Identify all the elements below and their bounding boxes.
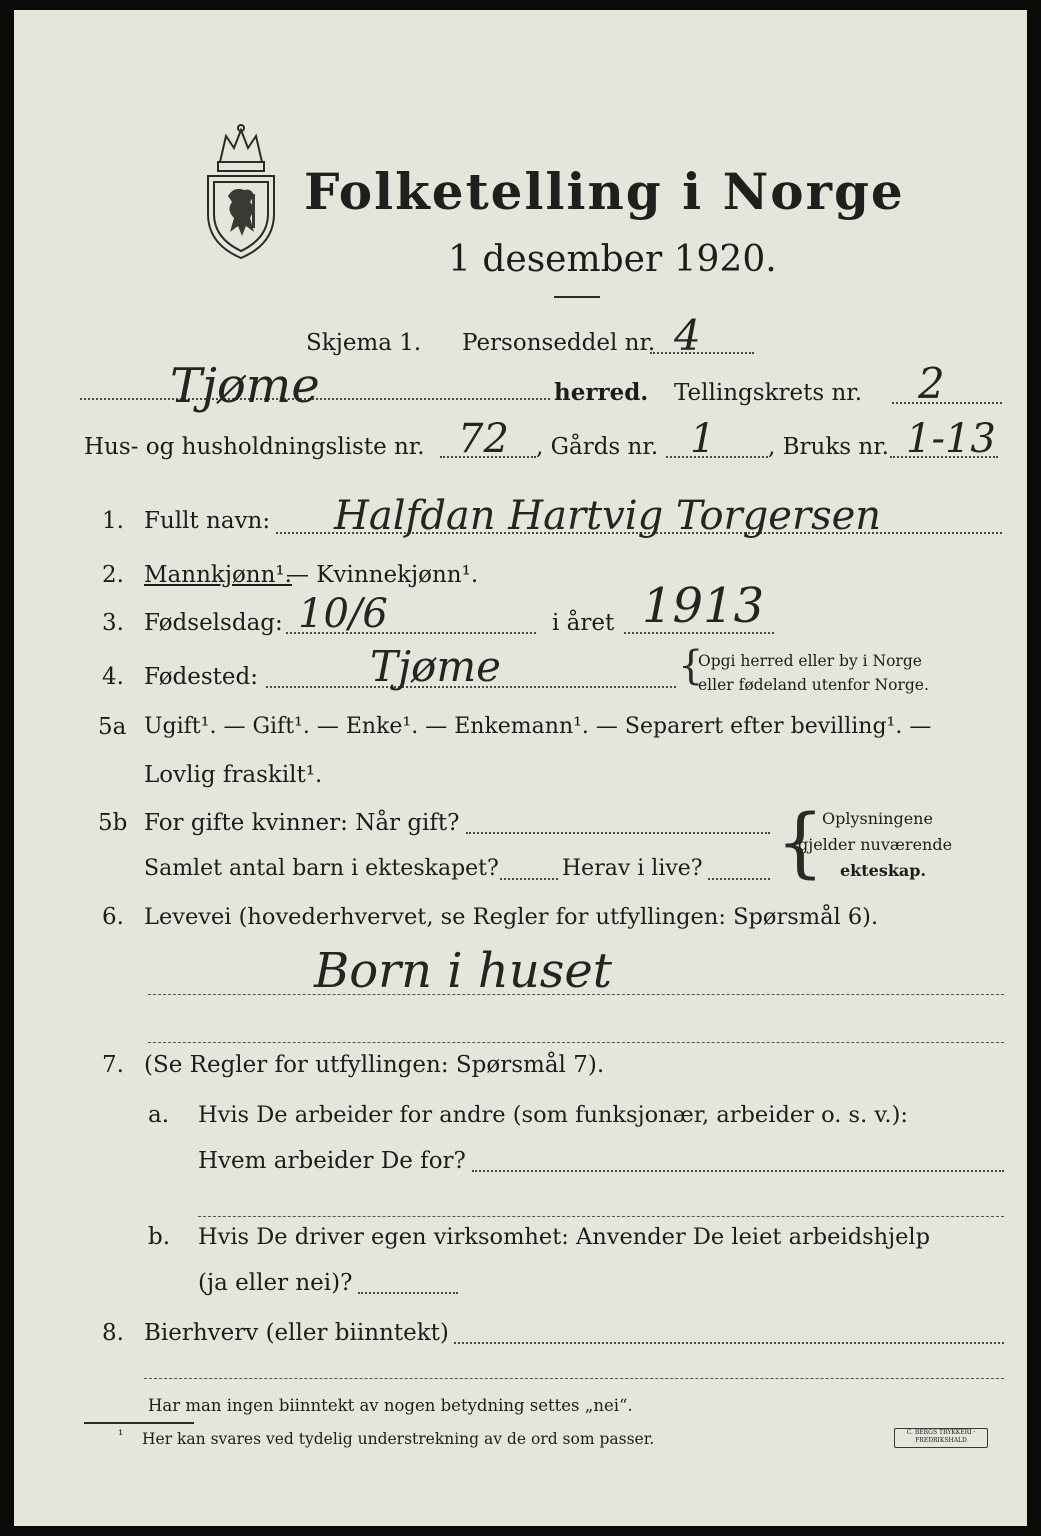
q5a-number: 5a	[98, 714, 127, 740]
q7a-employer-label: Hvem arbeider De for?	[198, 1148, 466, 1174]
husliste-value: 72	[458, 416, 509, 462]
q7a-employer-line	[472, 1170, 1004, 1172]
form-title: Folketelling i Norge	[304, 162, 905, 221]
q6-number: 6.	[102, 904, 124, 930]
q6-value: Born i huset	[314, 943, 613, 999]
q8-number: 8.	[102, 1320, 124, 1346]
q4-note-line1: Opgi herred eller by i Norge	[698, 652, 922, 670]
q1-value: Halfdan Hartvig Torgersen	[334, 493, 882, 539]
footnote-text: Her kan svares ved tydelig understrekning av de ord som passer.	[142, 1430, 655, 1448]
footer-note: Har man ingen biinntekt av nogen betydning settes „nei“.	[148, 1396, 633, 1415]
q7a-letter: a.	[148, 1102, 170, 1128]
q5b-note-brace: {	[776, 797, 825, 886]
q1-number: 1.	[102, 508, 124, 534]
q5b-married-date-line	[466, 832, 770, 834]
printer-stamp-text: C. BERGS TRYKKERI · FREDRIKSHALD	[906, 1429, 976, 1444]
q7-label: (Se Regler for utfyllingen: Spørsmål 7).	[144, 1052, 605, 1078]
q2-number: 2.	[102, 562, 124, 588]
q5b-note-line3: ekteskap.	[840, 861, 927, 880]
q2-other-options: — Kvinnekjønn¹.	[286, 562, 479, 588]
herred-label: herred.	[554, 379, 649, 406]
q7b-label: Hvis De driver egen virksomhet: Anvender De leiet arbeidshjelp	[198, 1224, 931, 1250]
q5b-married-date-label: For gifte kvinner: Når gift?	[144, 810, 460, 836]
personseddel-line	[650, 352, 754, 354]
q4-value: Tjøme	[370, 642, 502, 691]
bruks-value: 1-13	[906, 416, 996, 462]
q4-label: Fødested:	[144, 664, 259, 690]
q7a-label: Hvis De arbeider for andre (som funksjonær, arbeider o. s. v.):	[198, 1102, 908, 1128]
q5b-alive-label: Herav i live?	[562, 856, 703, 881]
q7b-answer-label: (ja eller nei)?	[198, 1270, 353, 1296]
census-form-page	[14, 10, 1027, 1526]
personseddel-value: 4	[674, 311, 701, 360]
q6-line2	[148, 1042, 1004, 1043]
q8-label: Bierhverv (eller biinntekt)	[144, 1320, 449, 1346]
tellingskrets-label: Tellingskrets nr.	[674, 380, 863, 406]
q3-year-value: 1913	[642, 578, 765, 634]
footnote-divider	[84, 1422, 194, 1424]
q6-line1	[148, 994, 1004, 995]
q1-label: Fullt navn:	[144, 508, 271, 534]
q8-line2	[144, 1378, 1004, 1379]
printer-stamp	[894, 1428, 988, 1448]
q7b-letter: b.	[148, 1224, 171, 1250]
q5a-options-cont: Lovlig fraskilt¹.	[144, 762, 323, 788]
gards-label: , Gårds nr.	[536, 434, 659, 460]
q3-number: 3.	[102, 610, 124, 636]
q3-value: 10/6	[298, 591, 388, 637]
q5a-options: Ugift¹. — Gift¹. — Enke¹. — Enkemann¹. — Separert efter bevilling¹. —	[144, 714, 932, 739]
q5b-children-label: Samlet antal barn i ekteskapet?	[144, 856, 499, 881]
q2-male-option: Mannkjønn¹.	[144, 562, 292, 588]
q4-number: 4.	[102, 664, 124, 690]
q7b-answer-line	[358, 1292, 458, 1294]
herred-value: Tjøme	[170, 358, 320, 414]
q5b-alive-line	[708, 878, 770, 880]
skjema-label: Skjema 1.	[306, 330, 422, 356]
title-divider	[554, 296, 600, 298]
q5b-note-line1: Oplysningene	[822, 809, 933, 828]
form-date: 1 desember 1920.	[448, 239, 777, 280]
footnote-mark: ¹	[118, 1428, 124, 1443]
q5b-number: 5b	[98, 810, 128, 836]
coat-of-arms-icon	[198, 122, 284, 262]
husliste-label: Hus- og husholdningsliste nr.	[84, 434, 425, 460]
q3-label: Fødselsdag:	[144, 610, 283, 636]
personseddel-label: Personseddel nr.	[462, 330, 656, 356]
bruks-label: , Bruks nr.	[768, 434, 889, 460]
q7-number: 7.	[102, 1052, 124, 1078]
q5b-note-line2: gjelder nuværende	[798, 835, 953, 854]
q7a-line2	[198, 1216, 1004, 1217]
tellingskrets-value: 2	[918, 359, 945, 408]
gards-line	[666, 456, 768, 458]
tellingskrets-line	[892, 402, 1002, 404]
q4-note-brace: {	[678, 643, 704, 689]
q4-note-line2: eller fødeland utenfor Norge.	[698, 676, 929, 694]
q6-label: Levevei (hovederhvervet, se Regler for utfyllingen: Spørsmål 6).	[144, 904, 879, 930]
gards-value: 1	[690, 416, 716, 462]
q3-year-label: i året	[552, 610, 615, 636]
q5b-children-line	[500, 878, 558, 880]
q8-line	[454, 1342, 1004, 1344]
